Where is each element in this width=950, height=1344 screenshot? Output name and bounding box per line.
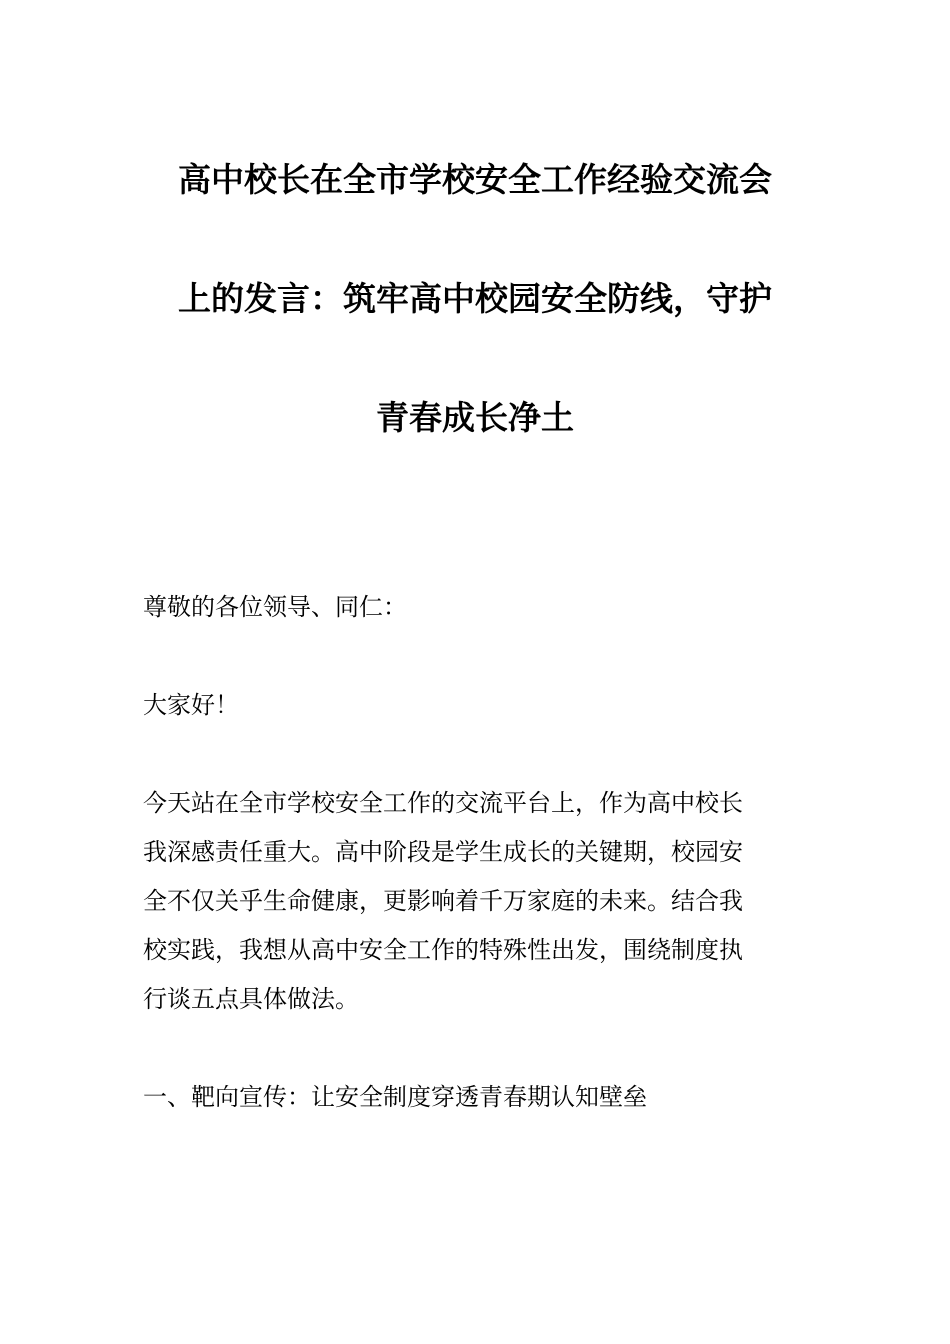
greeting: 大家好！ — [143, 691, 239, 719]
intro-line-3: 全不仅关乎生命健康，更影响着千万家庭的未来。结合我 — [143, 887, 743, 915]
salutation: 尊敬的各位领导、同仁： — [143, 593, 407, 621]
title-line-1: 高中校长在全市学校安全工作经验交流会 — [178, 160, 772, 199]
intro-line-1: 今天站在全市学校安全工作的交流平台上，作为高中校长 — [143, 789, 743, 817]
document-body — [143, 583, 813, 1122]
intro-paragraph — [143, 779, 813, 1024]
intro-line-5: 行谈五点具体做法。 — [143, 985, 359, 1013]
title-line-2: 上的发言：筑牢高中校园安全防线，守护 — [178, 279, 772, 318]
intro-line-4: 校实践，我想从高中安全工作的特殊性出发，围绕制度执 — [143, 936, 743, 964]
intro-line-2: 我深感责任重大。高中阶段是学生成长的关键期，校园安 — [143, 838, 743, 866]
document-title — [120, 148, 830, 505]
title-line-3: 青春成长净土 — [376, 398, 574, 437]
section-heading-1: 一、靶向宣传：让安全制度穿透青春期认知壁垒 — [143, 1083, 647, 1111]
